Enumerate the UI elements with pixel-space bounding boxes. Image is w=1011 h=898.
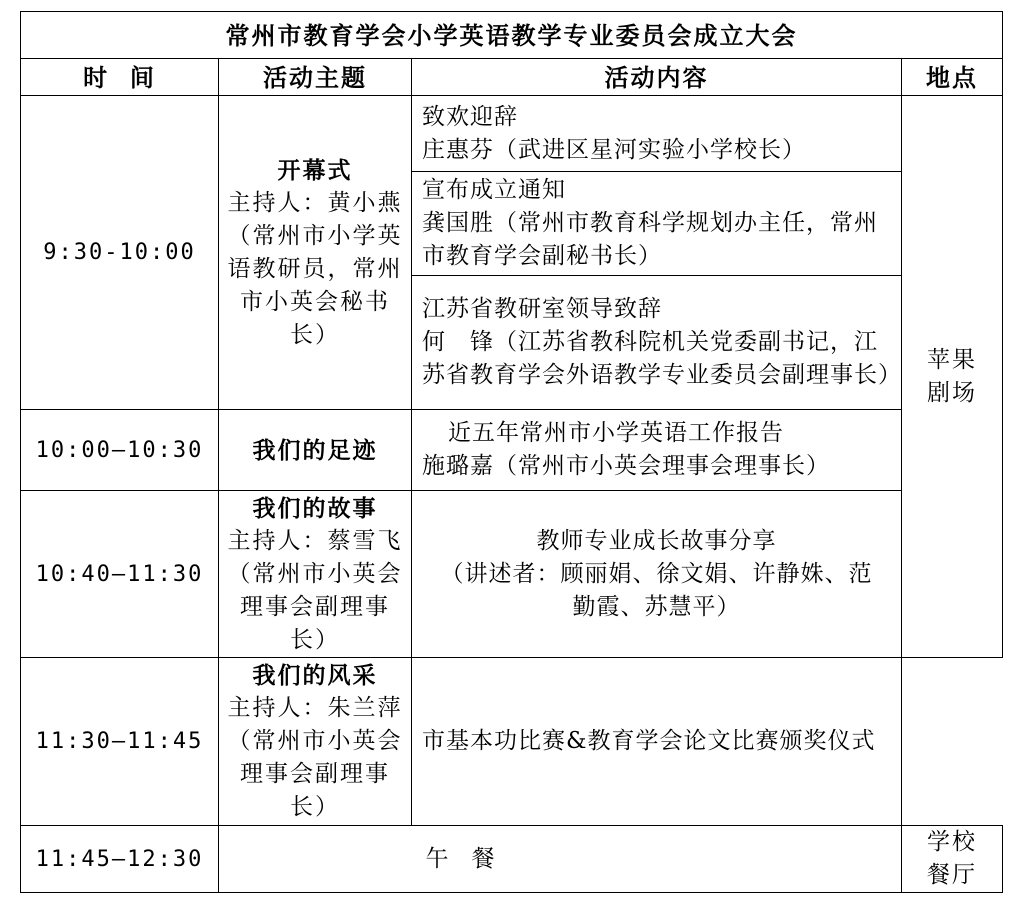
content-cell: 午 餐 xyxy=(219,826,902,893)
theme-cell xyxy=(219,96,412,410)
schedule-table xyxy=(20,11,1003,893)
content-line: 江苏省教研室领导致辞 xyxy=(422,296,662,322)
header-content: 活动内容 xyxy=(412,59,902,96)
time-cell: 11:30—11:45 xyxy=(21,658,219,826)
theme-title: 我们的足迹 xyxy=(252,436,378,464)
content-line: 何 锋（江苏省教科院机关党委副书记，江苏省教育学会外语教学专业委员会副理事长） xyxy=(422,329,902,388)
content-line: （讲述者：顾丽娟、徐文娟、许静姝、范勤霞、苏慧平） xyxy=(440,560,873,620)
header-place: 地点 xyxy=(902,59,1003,96)
content-line: 龚国胜（常州市教育科学规划办主任，常州市教育学会副秘书长） xyxy=(422,210,878,269)
content-line: 市基本功比赛&教育学会论文比赛颁奖仪式 xyxy=(422,728,876,754)
header-theme: 活动主题 xyxy=(219,59,412,96)
time-cell: 10:00—10:30 xyxy=(21,410,219,491)
theme-host: 主持人：黄小燕（常州市小学英语教研员，常州市小英会秘书长） xyxy=(227,189,403,348)
content-cell xyxy=(412,96,902,172)
theme-title: 我们的风采 xyxy=(252,662,378,689)
place-cell: 学校餐厅 xyxy=(902,826,1003,893)
content-line: 近五年常州市小学英语工作报告 xyxy=(448,420,784,446)
theme-title: 我们的故事 xyxy=(252,494,378,522)
content-line: 宣布成立通知 xyxy=(422,177,566,203)
content-cell xyxy=(412,658,902,826)
content-cell xyxy=(412,172,902,276)
header-time: 时 间 xyxy=(21,59,219,96)
theme-title: 开幕式 xyxy=(277,156,353,184)
place-cell: 苹果剧场 xyxy=(902,96,1003,658)
theme-host: 主持人：蔡雪飞（常州市小英会理事会副理事长） xyxy=(227,527,403,653)
theme-host: 主持人：朱兰萍（常州市小英会理事会副理事长） xyxy=(227,695,403,820)
content-cell xyxy=(412,410,902,491)
content-line: 庄惠芬（武进区星河实验小学校长） xyxy=(422,136,806,163)
content-line: 致欢迎辞 xyxy=(422,103,518,130)
time-cell: 10:40—11:30 xyxy=(21,491,219,658)
theme-cell xyxy=(219,410,412,491)
time-cell: 11:45—12:30 xyxy=(21,826,219,893)
table-title: 常州市教育学会小学英语教学专业委员会成立大会 xyxy=(21,12,1003,59)
time-cell: 9:30-10:00 xyxy=(21,96,219,410)
content-line: 教师专业成长故事分享 xyxy=(536,527,777,554)
theme-cell xyxy=(219,491,412,658)
content-line: 施璐嘉（常州市小英会理事会理事长） xyxy=(422,453,830,479)
content-cell xyxy=(412,491,902,658)
theme-cell xyxy=(219,658,412,826)
content-cell xyxy=(412,276,902,410)
